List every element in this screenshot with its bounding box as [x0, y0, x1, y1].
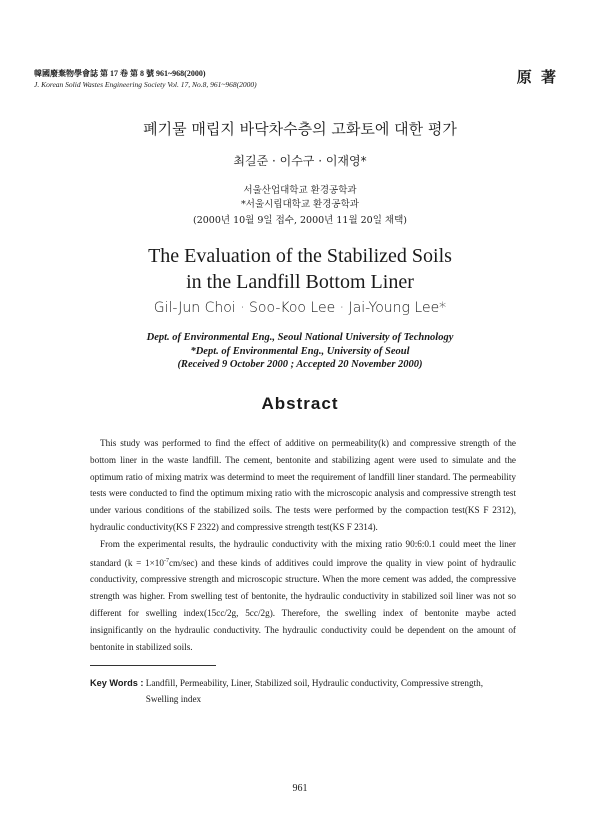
english-title-line-2: in the Landfill Bottom Liner	[186, 271, 414, 293]
abstract-paragraph-2	[90, 536, 516, 656]
korean-affiliation-1: 서울산업대학교 환경공학과	[243, 185, 357, 196]
keywords	[90, 675, 510, 707]
english-affiliations	[0, 331, 600, 372]
english-affiliation-1: Dept. of Environmental Eng., Seoul National University of Technology	[146, 332, 454, 343]
journal-english: J. Korean Solid Wastes Engineering Society Vol. 17, No.8, 961~968(2000)	[34, 80, 257, 89]
abstract-paragraph-2-part-b: cm/sec) and these kinds of additives could improve the quality in view point of hydraulic conductivity, compressive strength and microscopic structure. When the more cement was added, the compressive strength was higher. From swelling test of bentonite, the hydraulic conductivity in stabilized soil liner was not so different for swelling index(15cc/2g, 5cc/2g). Therefore, the swelling index of bentonite maybe acted insignificantly on the hydraulic conductivity. The hydraulic conductivity could be dependent on the amount of bentonite in stabilized soils.	[90, 557, 516, 652]
abstract-paragraph-2-part-a: From the experimental results, the hydraulic conductivity with the mixing ratio 90:6:0.1 could meet the liner standard (k = 1×10	[90, 538, 516, 568]
korean-dates: (2000년 10월 9일 접수, 2000년 11월 20일 채택)	[192, 215, 407, 226]
document-type: 原 著	[516, 68, 558, 86]
keywords-label: Key Words :	[90, 678, 144, 688]
korean-title: 폐기물 매립지 바닥차수층의 고화토에 대한 평가	[143, 120, 457, 138]
keywords-text: Landfill, Permeability, Liner, Stabilized soil, Hydraulic conductivity, Compressive strength, Swelling index	[145, 678, 484, 704]
korean-affiliation-2: *서울시립대학교 환경공학과	[241, 199, 359, 210]
exponent: -7	[163, 557, 169, 564]
english-authors: Gil-Jun Choi · Soo-Koo Lee · Jai-Young Lee*	[153, 300, 447, 316]
journal-header	[34, 68, 257, 90]
english-title-line-1: The Evaluation of the Stabilized Soils	[148, 245, 452, 267]
abstract-paragraph-1: This study was performed to find the effect of additive on permeability(k) and compressive strength of the bottom liner in the waste landfill. The cement, bentonite and stabilizing agent were used to simulate and the optimum ratio of mixing matrix was determind to meet the requirement of landfill liner standard. The permeability tests were conducted to find the optimum mixing ratio with the microscopic analysis and compressive strength test under various conditions of the stabilized soils. The tests were performed by the compaction test(KS F 2312), hydraulic conductivity(KS F 2322) and compressive strength test(KS F 2314).	[90, 438, 516, 532]
english-title	[0, 243, 600, 295]
abstract-body	[90, 435, 516, 655]
page-number: 961	[292, 783, 308, 794]
english-affiliation-2: *Dept. of Environmental Eng., University of Seoul	[190, 345, 410, 357]
section-divider	[90, 665, 216, 666]
english-dates: (Received 9 October 2000 ; Accepted 20 November 2000)	[177, 359, 423, 370]
abstract-heading: Abstract	[261, 394, 339, 413]
korean-authors: 최길준 · 이수구 · 이재영*	[233, 154, 367, 168]
journal-korean: 韓國廢棄物學會誌 第 17 卷 第 8 號 961~968(2000)	[34, 69, 206, 78]
